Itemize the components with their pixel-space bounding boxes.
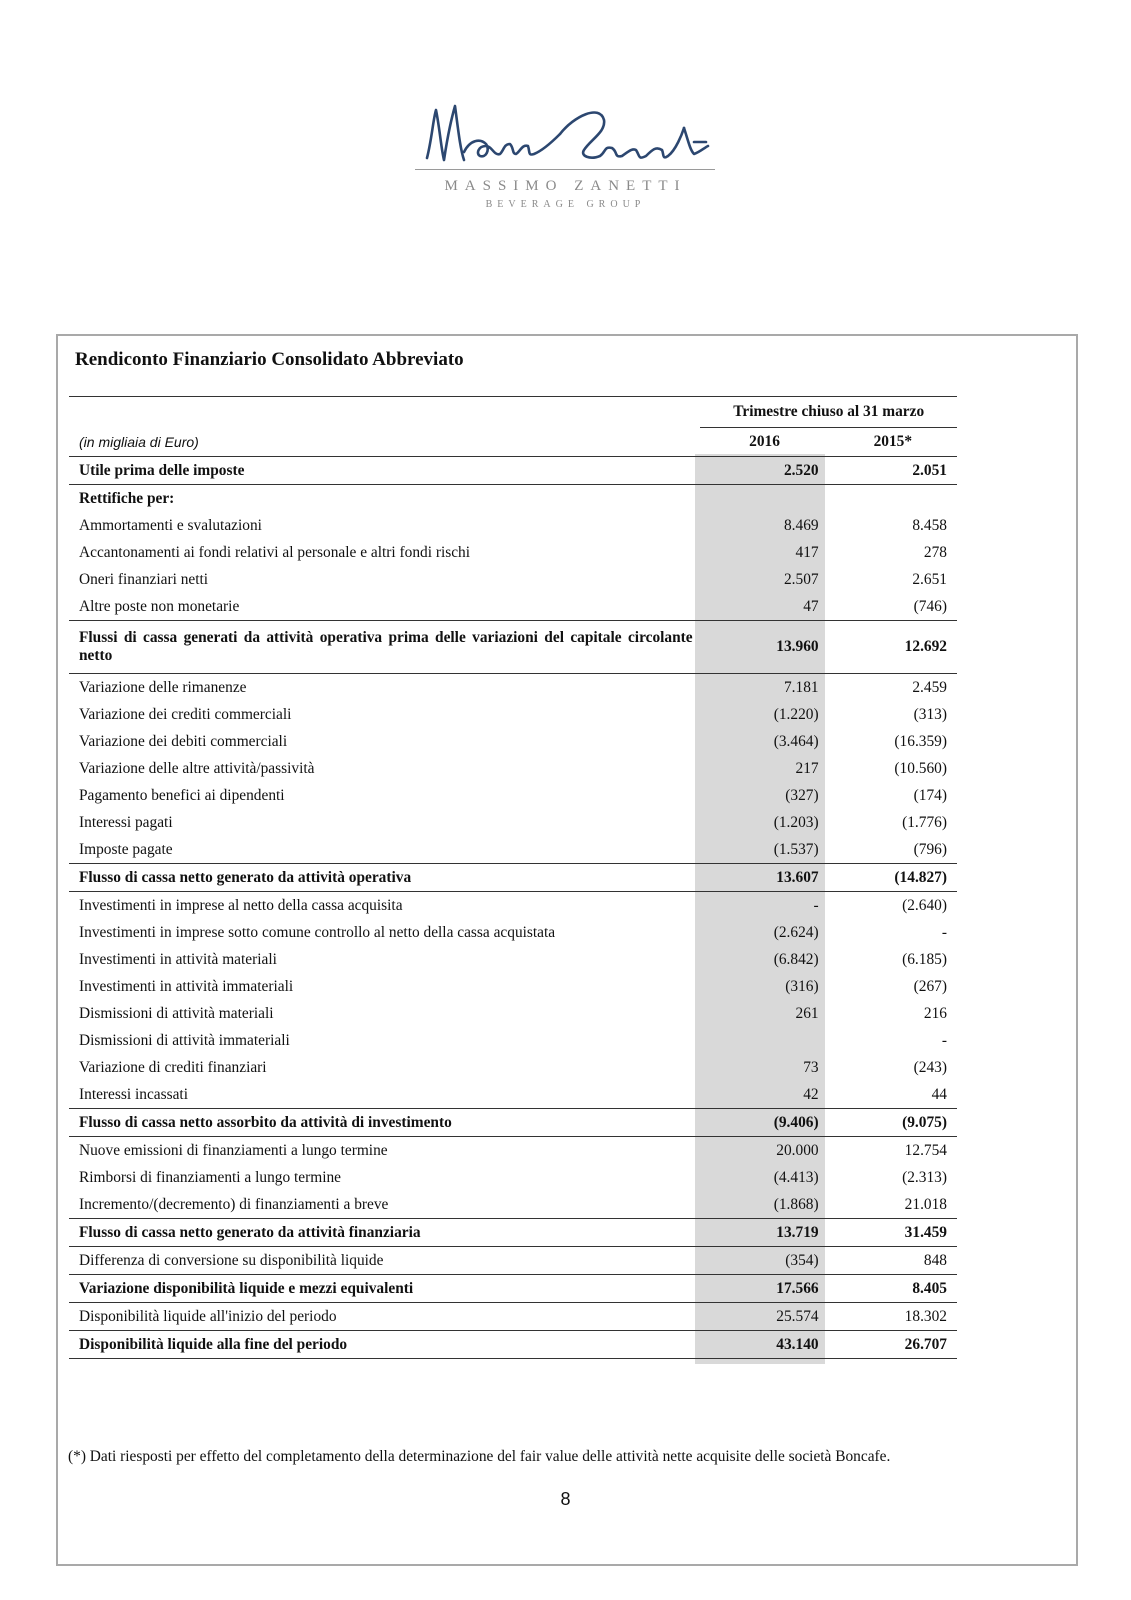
table-row — [69, 1027, 957, 1054]
value-2015: 278 — [923, 543, 947, 561]
value-2015: - — [941, 1031, 947, 1049]
value-2016 — [700, 1027, 828, 1054]
value-2016: 7.181 — [700, 674, 828, 702]
row-label: Flusso di cassa netto assorbito da attività di investimento — [69, 1109, 693, 1137]
value-2016: (6.842) — [773, 950, 819, 968]
row-label: Disponibilità liquide alla fine del periodo — [69, 1331, 693, 1359]
value-2015: (267) — [913, 977, 947, 995]
value-2015: (16.359) — [894, 732, 947, 750]
value-2015: (313) — [913, 705, 947, 723]
table-row — [69, 674, 957, 702]
table-row — [69, 1331, 957, 1359]
value-2015: 18.302 — [829, 1303, 957, 1331]
value-2016: (3.464) — [773, 732, 819, 750]
value-2016: 13.607 — [700, 864, 828, 892]
table-row — [69, 836, 957, 864]
row-label: Altre poste non monetarie — [79, 597, 240, 615]
value-2015: 2.459 — [829, 674, 957, 702]
table-header-period — [69, 397, 957, 428]
table-row — [69, 485, 957, 513]
row-label: Ammortamenti e svalutazioni — [79, 516, 262, 534]
value-2016: 20.000 — [700, 1137, 828, 1165]
row-label: Interessi pagati — [79, 813, 173, 831]
footnote: (*) Dati riesposti per effetto del completamento della determinazione del fair value delle attività nette acquisite delle società Boncafe. — [68, 1448, 891, 1465]
value-2015: 848 — [829, 1247, 957, 1275]
row-label: Variazione delle rimanenze — [69, 674, 693, 702]
value-2015: 8.458 — [912, 516, 947, 534]
value-2015: 31.459 — [829, 1219, 957, 1247]
value-2016: 47 — [803, 597, 819, 615]
row-label: Nuove emissioni di finanziamenti a lungo termine — [69, 1137, 693, 1165]
column-header-2015: 2015* — [873, 433, 913, 450]
row-label: Interessi incassati — [79, 1085, 188, 1103]
row-label: Investimenti in attività materiali — [79, 950, 277, 968]
value-2016: - — [700, 892, 828, 920]
value-2016: (316) — [785, 977, 819, 995]
table-row — [69, 973, 957, 1000]
value-2016: 217 — [795, 759, 819, 777]
value-2015: (1.776) — [902, 813, 947, 831]
value-2015: 21.018 — [904, 1195, 947, 1213]
table-row — [69, 457, 957, 485]
table-row — [69, 728, 957, 755]
value-2015: (2.313) — [902, 1168, 947, 1186]
value-2016: 13.719 — [700, 1219, 828, 1247]
table-row — [69, 1191, 957, 1219]
value-2016: (354) — [700, 1247, 828, 1275]
value-2015: 12.754 — [829, 1137, 957, 1165]
table-row — [69, 1164, 957, 1191]
value-2015: 2.651 — [912, 570, 947, 588]
row-label: Variazione dei crediti commerciali — [79, 705, 292, 723]
value-2015: (746) — [913, 597, 947, 615]
table-row — [69, 1137, 957, 1165]
table-row — [69, 1081, 957, 1109]
value-2015: (174) — [913, 786, 947, 804]
table-row — [69, 809, 957, 836]
company-logo-signature — [0, 68, 1131, 218]
table-row — [69, 892, 957, 920]
value-2016: 8.469 — [783, 516, 819, 534]
table-row — [69, 621, 957, 674]
logo-divider — [415, 169, 715, 170]
table-row — [69, 512, 957, 539]
row-label: Flusso di cassa netto generato da attività operativa — [69, 864, 693, 892]
column-header-2016: 2016 — [749, 433, 780, 450]
table-row — [69, 755, 957, 782]
row-label: Investimenti in imprese al netto della cassa acquisita — [69, 892, 693, 920]
row-label: Rettifiche per: — [69, 485, 693, 513]
value-2016: (1.220) — [773, 705, 819, 723]
value-2015: (14.827) — [829, 864, 957, 892]
value-2015: 44 — [931, 1085, 947, 1103]
row-label: Incremento/(decremento) di finanziamenti a breve — [79, 1195, 389, 1213]
row-label: Variazione dei debiti commerciali — [79, 732, 288, 750]
table-row — [69, 593, 957, 621]
table-row — [69, 919, 957, 946]
logo-company-name: MASSIMO ZANETTI — [444, 178, 687, 194]
row-label: Investimenti in imprese sotto comune controllo al netto della cassa acquistata — [79, 923, 556, 941]
row-label: Pagamento benefici ai dipendenti — [79, 786, 285, 804]
value-2015: 216 — [923, 1004, 947, 1022]
unit-label: (in migliaia di Euro) — [79, 433, 199, 450]
value-2016: 25.574 — [700, 1303, 828, 1331]
value-2015: 26.707 — [829, 1331, 957, 1359]
row-label: Utile prima delle imposte — [69, 457, 693, 485]
table-row — [69, 1054, 957, 1081]
row-label: Flusso di cassa netto generato da attività finanziaria — [69, 1219, 693, 1247]
page-number: 8 — [560, 1489, 571, 1509]
value-2015: (9.075) — [829, 1109, 957, 1137]
period-header: Trimestre chiuso al 31 marzo — [700, 397, 957, 428]
logo-company-subtitle: BEVERAGE GROUP — [485, 199, 646, 210]
value-2016: (1.868) — [773, 1195, 819, 1213]
row-label: Accantonamenti ai fondi relativi al personale e altri fondi rischi — [79, 543, 471, 561]
value-2015: (796) — [913, 840, 947, 858]
value-2016: (1.537) — [773, 840, 819, 858]
value-2016: 17.566 — [700, 1275, 828, 1303]
table-row — [69, 1219, 957, 1247]
table-row — [69, 946, 957, 973]
value-2015: (10.560) — [894, 759, 947, 777]
value-2016: 43.140 — [700, 1331, 828, 1359]
table-row — [69, 1303, 957, 1331]
value-2016: (2.624) — [773, 923, 819, 941]
value-2015: (2.640) — [829, 892, 957, 920]
value-2015: 2.051 — [829, 457, 957, 485]
table-header-years — [69, 428, 957, 457]
value-2016: (327) — [785, 786, 819, 804]
value-2015 — [829, 485, 957, 513]
row-label: Disponibilità liquide all'inizio del periodo — [69, 1303, 693, 1331]
value-2015: (6.185) — [902, 950, 947, 968]
table-row — [69, 782, 957, 809]
table-row — [69, 1109, 957, 1137]
value-2016: 2.520 — [700, 457, 828, 485]
value-2016: (1.203) — [773, 813, 819, 831]
value-2016: 2.507 — [783, 570, 819, 588]
value-2016: 73 — [803, 1058, 819, 1076]
value-2016: 13.960 — [700, 621, 828, 674]
row-label: Oneri finanziari netti — [79, 570, 209, 588]
row-label: Dismissioni di attività materiali — [79, 1004, 274, 1022]
table-row — [69, 566, 957, 593]
table-row — [69, 701, 957, 728]
table-row — [69, 539, 957, 566]
value-2015: - — [941, 923, 947, 941]
row-label: Rimborsi di finanziamenti a lungo termine — [79, 1168, 342, 1186]
table-row — [69, 1275, 957, 1303]
table-row — [69, 1000, 957, 1027]
row-label: Variazione delle altre attività/passività — [79, 759, 315, 777]
value-2016: 417 — [795, 543, 819, 561]
cash-flow-table-wrap — [69, 396, 957, 1359]
row-label: Variazione di crediti finanziari — [79, 1058, 267, 1076]
value-2016: 261 — [795, 1004, 819, 1022]
page-title: Rendiconto Finanziario Consolidato Abbreviato — [75, 349, 464, 370]
table-row — [69, 864, 957, 892]
value-2016 — [700, 485, 828, 513]
value-2016: (9.406) — [700, 1109, 828, 1137]
value-2015: 12.692 — [829, 621, 957, 674]
value-2016: 42 — [803, 1085, 819, 1103]
cash-flow-table — [69, 396, 957, 1359]
row-label: Dismissioni di attività immateriali — [79, 1031, 290, 1049]
value-2015: (243) — [913, 1058, 947, 1076]
value-2016: (4.413) — [773, 1168, 819, 1186]
row-label: Variazione disponibilità liquide e mezzi equivalenti — [69, 1275, 693, 1303]
value-2015: 8.405 — [829, 1275, 957, 1303]
row-label: Investimenti in attività immateriali — [79, 977, 294, 995]
row-label: Flussi di cassa generati da attività operativa prima delle variazioni del capitale circolante netto — [69, 621, 693, 674]
row-label: Differenza di conversione su disponibilità liquide — [69, 1247, 693, 1275]
row-label: Imposte pagate — [79, 840, 173, 858]
table-row — [69, 1247, 957, 1275]
